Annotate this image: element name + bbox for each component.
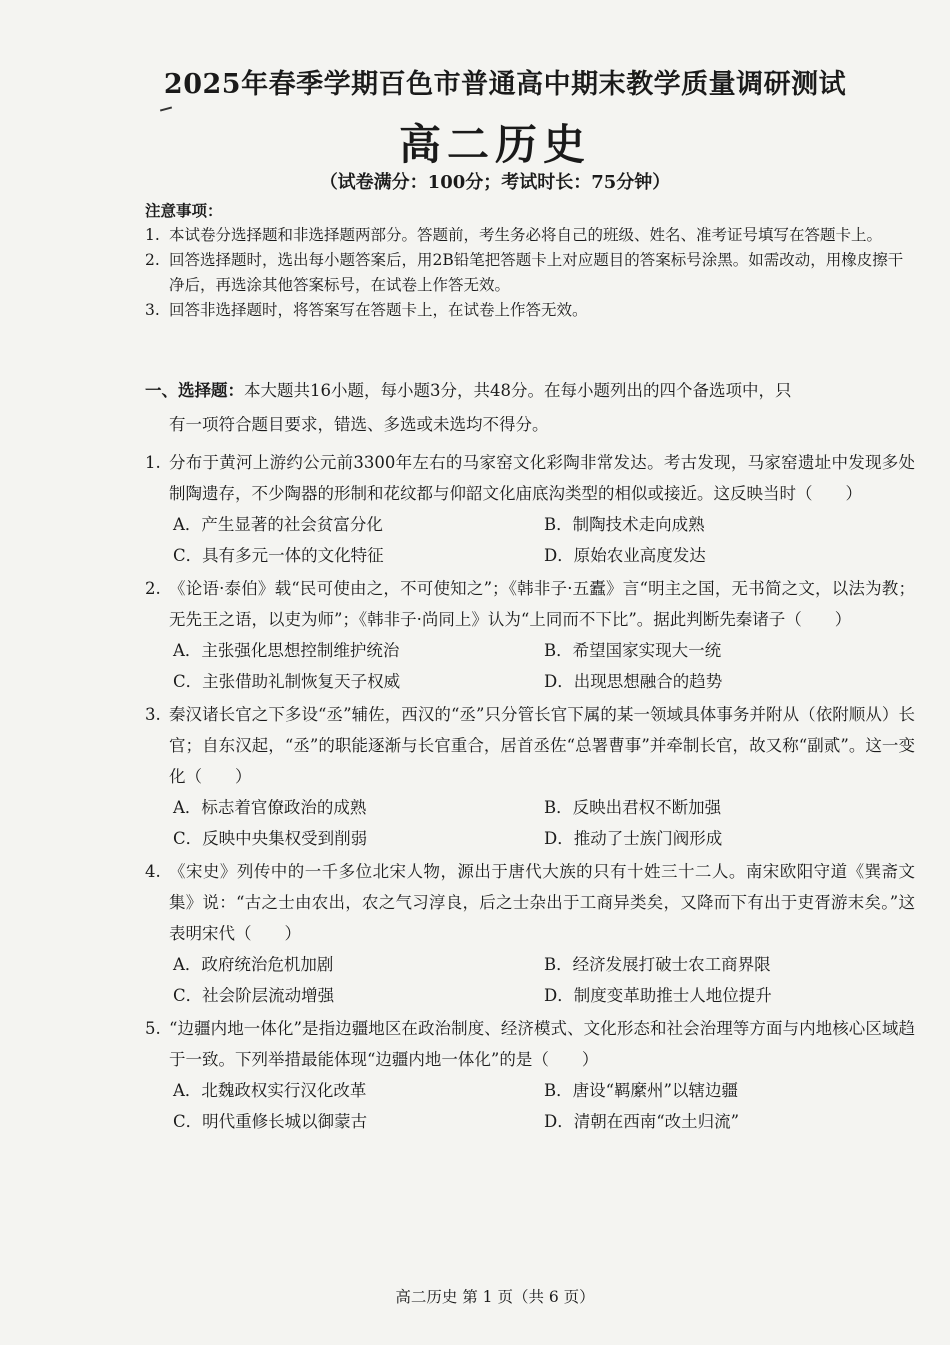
exam-title: 2025年春季学期百色市普通高中期末教学质量调研测试: [163, 69, 847, 100]
option-d: D．出现思想融合的趋势: [544, 672, 723, 691]
section-header: [145, 374, 915, 442]
section-instructions: 本大题共16小题，每小题3分，共48分。在每小题列出的四个备选项中，只: [244, 381, 792, 400]
question-number: 5.: [145, 1019, 161, 1038]
note-item: [145, 223, 910, 248]
note-text: 回答选择题时，选出每小题答案后，用2B铅笔把答题卡上对应题目的答案标号涂黑。如需改动，用橡皮擦干净后，再选涂其他答案标号，在试卷上作答无效。: [169, 251, 904, 294]
option-d: D．清朝在西南“改土归流”: [544, 1112, 740, 1131]
option-c: C．明代重修长城以御蒙古: [173, 1112, 368, 1131]
question-list: [145, 447, 915, 1139]
option-b: B．反映出君权不断加强: [544, 798, 722, 817]
option-b: B．经济发展打破士农工商界限: [544, 955, 771, 974]
page-footer: 高二历史 第 1 页（共 6 页）: [395, 1288, 595, 1306]
option-a: A．北魏政权实行汉化改革: [173, 1081, 367, 1100]
option-c: C．主张借助礼制恢复天子权威: [173, 672, 401, 691]
note-item: [145, 298, 910, 323]
option-a: A．主张强化思想控制维护统治: [173, 641, 400, 660]
option-d: D．制度变革助推士人地位提升: [544, 986, 772, 1005]
option-d: D．原始农业高度发达: [544, 546, 706, 565]
note-number: 3.: [145, 301, 160, 319]
question: [145, 447, 915, 571]
option-a: A．标志着官僚政治的成熟: [173, 798, 367, 817]
option-c: C．反映中央集权受到削弱: [173, 829, 368, 848]
note-item: [145, 248, 910, 298]
question-number: 3.: [145, 705, 161, 724]
section-label: 一、选择题：: [145, 381, 244, 400]
option-b: B．制陶技术走向成熟: [544, 515, 705, 534]
question-stem: 《宋史》列传中的一千多位北宋人物，源出于唐代大族的只有十姓三十二人。南宋欧阳守道《巽斋文集》说：“古之士由农出，农之气习淳良，后之士杂出于工商异类矣，又降而下有出于吏胥游末矣。”这表明宋代（ ）: [169, 862, 915, 943]
exam-meta: （试卷满分：100分；考试时长：75分钟）: [319, 172, 671, 193]
option-d: D．推动了士族门阀形成: [544, 829, 723, 848]
question: [145, 699, 915, 854]
question-number: 4.: [145, 862, 161, 881]
question: [145, 1013, 915, 1137]
question: [145, 573, 915, 697]
option-a: A．产生显著的社会贫富分化: [173, 515, 383, 534]
section-instructions-cont: 有一项符合题目要求，错选、多选或未选均不得分。: [169, 415, 549, 434]
stray-mark: [160, 106, 172, 111]
question-stem: 分布于黄河上游约公元前3300年左右的马家窑文化彩陶非常发达。考古发现，马家窑遗址中发现多处制陶遗存，不少陶器的形制和花纹都与仰韶文化庙底沟类型的相似或接近。这反映当时（ ）: [169, 453, 915, 503]
question-stem: 《论语·泰伯》载“民可使由之，不可使知之”；《韩非子·五蠹》言“明主之国，无书简之文，以法为教；无先王之语，以吏为师”；《韩非子·尚同上》认为“上同而不下比”。据此判断先秦诸子（ ）: [169, 579, 915, 629]
subject-title: 高二历史: [398, 120, 591, 169]
question: [145, 856, 915, 1011]
notes-heading: 注意事项：: [145, 201, 223, 220]
question-stem: 秦汉诸长官之下多设“丞”辅佐，西汉的“丞”只分管长官下属的某一领域具体事务并附从（依附顺从）长官；自东汉起，“丞”的职能逐渐与长官重合，居首丞佐“总署曹事”并牵制长官，故又称“副贰”。这一变化（ ）: [169, 705, 915, 786]
question-number: 2.: [145, 579, 161, 598]
note-number: 2.: [145, 251, 160, 269]
note-text: 本试卷分选择题和非选择题两部分。答题前，考生务必将自己的班级、姓名、准考证号填写在答题卡上。: [169, 226, 883, 244]
note-number: 1.: [145, 226, 160, 244]
option-a: A．政府统治危机加剧: [173, 955, 334, 974]
option-b: B．唐设“羁縻州”以辖边疆: [544, 1081, 738, 1100]
option-c: C．具有多元一体的文化特征: [173, 546, 384, 565]
notes-block: [145, 198, 910, 323]
question-number: 1.: [145, 453, 161, 472]
question-stem: “边疆内地一体化”是指边疆地区在政治制度、经济模式、文化形态和社会治理等方面与内地核心区域趋于一致。下列举措最能体现“边疆内地一体化”的是（ ）: [169, 1019, 915, 1069]
option-b: B．希望国家实现大一统: [544, 641, 722, 660]
option-c: C．社会阶层流动增强: [173, 986, 335, 1005]
note-text: 回答非选择题时，将答案写在答题卡上，在试卷上作答无效。: [169, 301, 588, 319]
